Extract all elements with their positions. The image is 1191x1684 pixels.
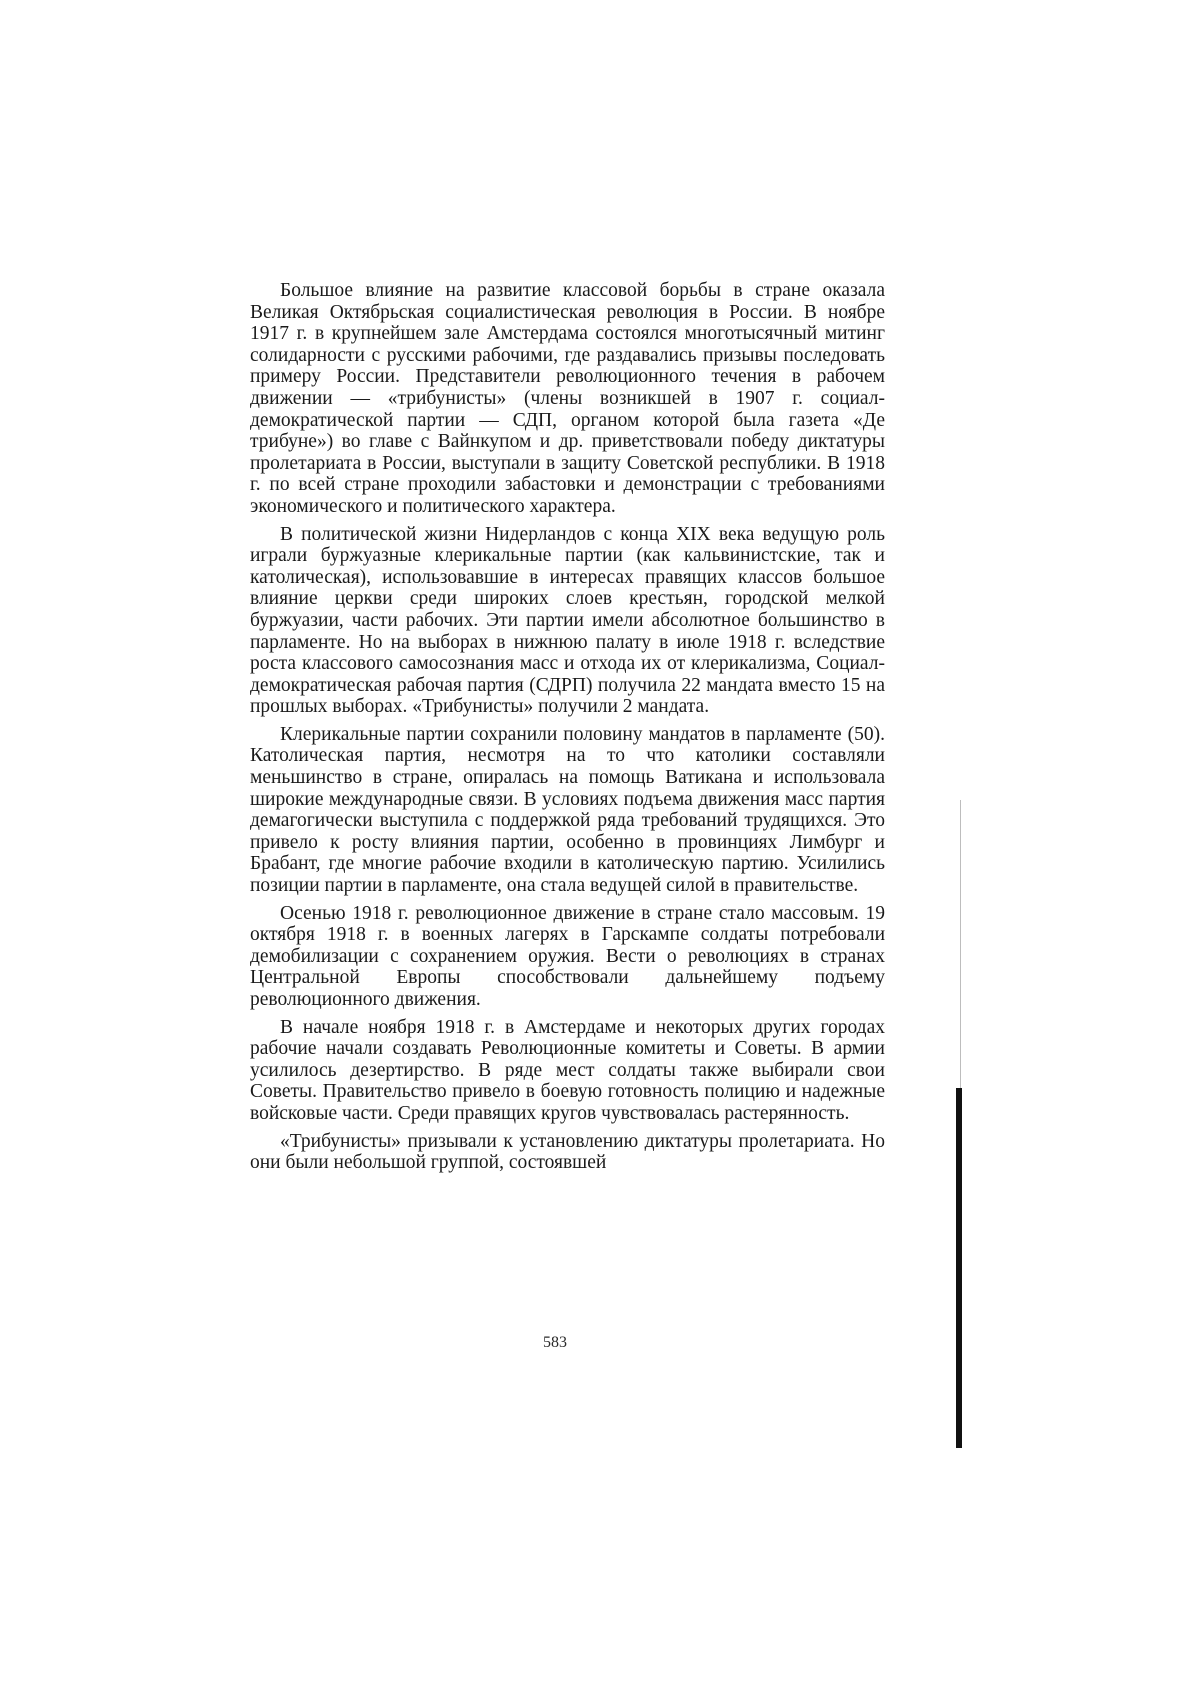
page-number: 583: [543, 1334, 567, 1351]
scan-edge-faint-line: [960, 800, 961, 1090]
paragraph: Осенью 1918 г. революционное движение в стране стало массовым. 19 октября 1918 г. в военных лагерях в Гарскампе солдаты потребовали демобилизации с сохранением оружия. Вести о революциях в странах Центральной Европы способствовали дальнейшему подъему революционного движения.: [250, 902, 885, 1010]
paragraph: В политической жизни Нидерландов с конца XIX века ведущую роль играли буржуазные клерикальные партии (как кальвинистские, так и католическая), использовавшие в интересах правящих классов большое влияние церкви среди широких слоев крестьян, городской мелкой буржуазии, части рабочих. Эти партии имели абсолютное большинство в парламенте. Но на выборах в нижнюю палату в июле 1918 г. вследствие роста классового самосознания масс и отхода их от клерикализма, Социал-демократическая рабочая партия (СДРП) получила 22 мандата вместо 15 на прошлых выборах. «Трибунисты» получили 2 мандата.: [250, 523, 885, 718]
paragraph: «Трибунисты» призывали к установлению диктатуры пролетариата. Но они были небольшой группой, состоявшей: [250, 1130, 885, 1174]
paragraph: Клерикальные партии сохранили половину мандатов в парламенте (50). Католическая партия, несмотря на то что католики составляли меньшинство в стране, опиралась на помощь Ватикана и использовала широкие международные связи. В условиях подъема движения масс партия демагогически выступила с поддержкой ряда требований трудящихся. Это привело к росту влияния партии, особенно в провинциях Лимбург и Брабант, где многие рабочие входили в католическую партию. Усилились позиции партии в парламенте, она стала ведущей силой в правительстве.: [250, 723, 885, 897]
paragraph: В начале ноября 1918 г. в Амстердаме и некоторых других городах рабочие начали создавать Революционные комитеты и Советы. В армии усилилось дезертирство. В ряде мест солдаты также выбирали свои Советы. Правительство привело в боевую готовность полицию и надежные войсковые части. Среди правящих кругов чувствовалась растерянность.: [250, 1016, 885, 1124]
body-text: [250, 280, 885, 1180]
scan-edge-line: [956, 1088, 962, 1448]
paragraph: Большое влияние на развитие классовой борьбы в стране оказала Великая Октябрьская социалистическая революция в России. В ноябре 1917 г. в крупнейшем зале Амстердама состоялся многотысячный митинг солидарности с русскими рабочими, где раздавались призывы последовать примеру России. Представители революционного течения в рабочем движении — «трибунисты» (члены возникшей в 1907 г. социал-демократической партии — СДП, органом которой была газета «Де трибуне») во главе с Вайнкупом и др. приветствовали победу диктатуры пролетариата в России, выступали в защиту Советской республики. В 1918 г. по всей стране проходили забастовки и демонстрации с требованиями экономического и политического характера.: [250, 280, 885, 517]
